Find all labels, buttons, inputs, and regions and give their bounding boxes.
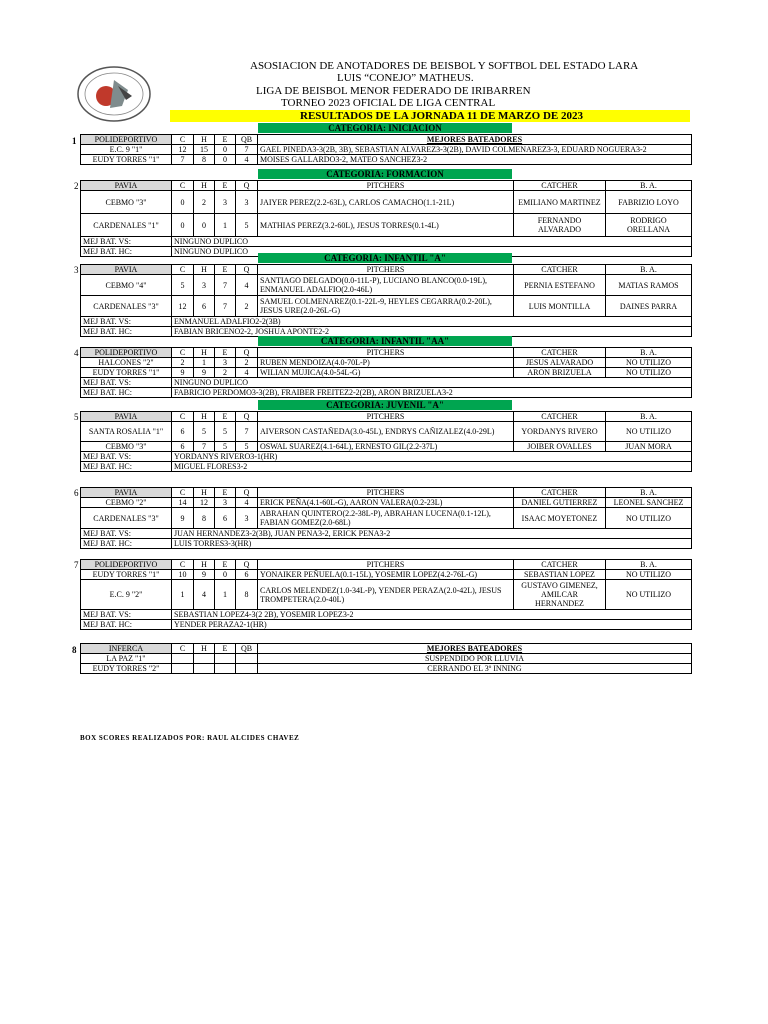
mej-hc-value: FABRICIO PERDOMO3-3(2B), FRAIBER FREITEZ2-2(2B), ARON BRIZUELA3-2 <box>172 388 692 398</box>
team: CARDENALES "3" <box>81 296 172 317</box>
association-logo <box>76 66 152 122</box>
team: CARDENALES "1" <box>81 214 172 237</box>
col-c: C <box>172 560 194 570</box>
best-batters: GAEL PINEDA3-3(2B, 3B), SEBASTIAN ALVAREZ3-3(2B), DAVID COLMENAREZ3-3, EDUARD NOGUERA3-2 <box>258 145 692 155</box>
venue: POLIDEPORTIVO <box>81 348 172 358</box>
errors: 0 <box>215 145 236 155</box>
team: E.C. 9 "2" <box>81 580 172 610</box>
mej-vs-label: MEJ BAT. VS: <box>81 317 172 327</box>
hits: 5 <box>194 422 215 442</box>
col-ba: B. A. <box>606 265 692 275</box>
col-q: Q <box>236 348 258 358</box>
game-8-table <box>80 643 692 674</box>
game-7-table <box>80 559 692 630</box>
team: CEBMO "4" <box>81 275 172 296</box>
col-e: E <box>215 488 236 498</box>
section-number: 2 <box>74 181 79 191</box>
hits: 1 <box>194 358 215 368</box>
col-c: C <box>172 644 194 654</box>
col-h: H <box>194 412 215 422</box>
ba: NO UTILIZO <box>606 580 692 610</box>
catcher: YORDANYS RIVERO <box>514 422 606 442</box>
mej-hc-label: MEJ BAT. HC: <box>81 462 172 472</box>
pitchers: YONAIKER PEÑUELA(0.1-15L), YOSEMIR LOPEZ(4.2-76L-G) <box>258 570 514 580</box>
q: 5 <box>236 442 258 452</box>
game-status: SUSPENDIDO POR LLUVIA <box>258 654 692 664</box>
pitchers: MATHIAS PEREZ(3.2-60L), JESUS TORRES(0.1-4L) <box>258 214 514 237</box>
col-mejores: MEJORES BATEADORES <box>258 135 692 145</box>
table-row <box>81 664 692 674</box>
table-row <box>81 368 692 378</box>
table-row <box>81 214 692 237</box>
mej-hc-row <box>81 388 692 398</box>
game-3-table <box>80 264 692 337</box>
section-number: 7 <box>74 560 79 570</box>
venue: POLIDEPORTIVO <box>81 560 172 570</box>
table-row <box>81 654 692 664</box>
errors: 0 <box>215 570 236 580</box>
col-h: H <box>194 265 215 275</box>
errors: 7 <box>215 275 236 296</box>
mej-vs-value: NINGUNO DUPLICO <box>172 378 692 388</box>
col-h: H <box>194 644 215 654</box>
q: 4 <box>236 368 258 378</box>
col-ba: B. A. <box>606 348 692 358</box>
game-2-table <box>80 180 692 257</box>
col-qb: QB <box>236 644 258 654</box>
mej-vs-label: MEJ BAT. VS: <box>81 378 172 388</box>
table-header <box>81 135 692 145</box>
col-h: H <box>194 348 215 358</box>
runs: 2 <box>172 358 194 368</box>
section-number: 4 <box>74 348 79 358</box>
mej-hc-label: MEJ BAT. HC: <box>81 247 172 257</box>
venue: PAVIA <box>81 412 172 422</box>
mej-vs-label: MEJ BAT. VS: <box>81 452 172 462</box>
hits: 12 <box>194 498 215 508</box>
q: 4 <box>236 275 258 296</box>
col-q: Q <box>236 412 258 422</box>
col-c: C <box>172 181 194 191</box>
col-h: H <box>194 488 215 498</box>
ba: NO UTILIZO <box>606 358 692 368</box>
errors: 7 <box>215 296 236 317</box>
errors: 1 <box>215 214 236 237</box>
col-c: C <box>172 348 194 358</box>
hits: 0 <box>194 214 215 237</box>
col-q: Q <box>236 181 258 191</box>
runs <box>172 654 194 664</box>
errors: 3 <box>215 358 236 368</box>
table-row <box>81 498 692 508</box>
qb <box>236 664 258 674</box>
runs: 14 <box>172 498 194 508</box>
pitchers: RUBEN MENDOIZA(4.0-70L-P) <box>258 358 514 368</box>
team: HALCONES "2" <box>81 358 172 368</box>
errors: 1 <box>215 580 236 610</box>
col-pitchers: PITCHERS <box>258 265 514 275</box>
table-row <box>81 570 692 580</box>
game-5-table <box>80 411 692 472</box>
hits: 2 <box>194 191 215 214</box>
col-q: Q <box>236 488 258 498</box>
runs: 0 <box>172 214 194 237</box>
col-q: Q <box>236 265 258 275</box>
team: SANTA ROSALIA "1" <box>81 422 172 442</box>
col-pitchers: PITCHERS <box>258 488 514 498</box>
hits <box>194 664 215 674</box>
runs: 6 <box>172 442 194 452</box>
header-line-2: LUIS “CONEJO” MATHEUS. <box>337 72 474 84</box>
col-catcher: CATCHER <box>514 560 606 570</box>
table-row <box>81 145 692 155</box>
col-c: C <box>172 412 194 422</box>
catcher: EMILIANO MARTINEZ <box>514 191 606 214</box>
qb: 4 <box>236 155 258 165</box>
header-line-3: LIGA DE BEISBOL MENOR FEDERADO DE IRIBARREN <box>256 85 531 97</box>
runs: 9 <box>172 508 194 529</box>
runs: 9 <box>172 368 194 378</box>
pitchers: AIVERSON CASTAÑEDA(3.0-45L), ENDRYS CAÑIZALEZ(4.0-29L) <box>258 422 514 442</box>
col-c: C <box>172 488 194 498</box>
team: CARDENALES "3" <box>81 508 172 529</box>
team: EUDY TORRES "1" <box>81 155 172 165</box>
ba: FABRIZIO LOYO <box>606 191 692 214</box>
col-c: C <box>172 265 194 275</box>
catcher: GUSTAVO GIMENEZ, AMILCAR HERNANDEZ <box>514 580 606 610</box>
table-row <box>81 155 692 165</box>
q: 5 <box>236 214 258 237</box>
mej-hc-label: MEJ BAT. HC: <box>81 388 172 398</box>
pitchers: SAMUEL COLMENAREZ(0.1-22L-9, HEYLES CEGARRA(0.2-20L), JESUS URE(2.0-26L-G) <box>258 296 514 317</box>
hits <box>194 654 215 664</box>
ba: MATIAS RAMOS <box>606 275 692 296</box>
game-4-table <box>80 347 692 398</box>
col-c: C <box>172 135 194 145</box>
pitchers: CARLOS MELENDEZ(1.0-34L-P), YENDER PERAZA(2.0-42L), JESUS TROMPETERA(2.0-40L) <box>258 580 514 610</box>
game-status: CERRANDO EL 3º INNING <box>258 664 692 674</box>
mej-vs-label: MEJ BAT. VS: <box>81 610 172 620</box>
ba: DAINES PARRA <box>606 296 692 317</box>
errors: 0 <box>215 155 236 165</box>
runs <box>172 664 194 674</box>
team: CEBMO "3" <box>81 442 172 452</box>
catcher: LUIS MONTILLA <box>514 296 606 317</box>
hits: 15 <box>194 145 215 155</box>
category-juvenil-a: CATEGORIA: JUVENIL "A" <box>258 400 512 410</box>
table-row <box>81 275 692 296</box>
mej-vs-label: MEJ BAT. VS: <box>81 529 172 539</box>
catcher: DANIEL GUTIERREZ <box>514 498 606 508</box>
col-e: E <box>215 644 236 654</box>
hits: 8 <box>194 508 215 529</box>
errors: 3 <box>215 191 236 214</box>
pitchers: JAIYER PEREZ(2.2-63L), CARLOS CAMACHO(1.1-21L) <box>258 191 514 214</box>
runs: 0 <box>172 191 194 214</box>
mej-hc-value: LUIS TORRES3-3(HR) <box>172 539 692 549</box>
mej-vs-row <box>81 317 692 327</box>
table-row <box>81 358 692 368</box>
mej-vs-row <box>81 237 692 247</box>
table-row <box>81 296 692 317</box>
section-number: 8 <box>72 645 77 655</box>
ba: NO UTILIZO <box>606 508 692 529</box>
footer-credits: BOX SCORES REALIZADOS POR: RAUL ALCIDES CHAVEZ <box>80 734 300 742</box>
runs: 1 <box>172 580 194 610</box>
mej-vs-row <box>81 610 692 620</box>
ba: LEONEL SANCHEZ <box>606 498 692 508</box>
q: 7 <box>236 422 258 442</box>
ba: JUAN MORA <box>606 442 692 452</box>
mej-hc-value: YENDER PERAZA2-1(HR) <box>172 620 692 630</box>
table-row <box>81 191 692 214</box>
q: 2 <box>236 358 258 368</box>
errors: 5 <box>215 442 236 452</box>
hits: 6 <box>194 296 215 317</box>
col-e: E <box>215 181 236 191</box>
q: 6 <box>236 570 258 580</box>
game-6-table <box>80 487 692 549</box>
col-pitchers: PITCHERS <box>258 348 514 358</box>
errors: 5 <box>215 422 236 442</box>
col-ba: B. A. <box>606 181 692 191</box>
runs: 10 <box>172 570 194 580</box>
table-row <box>81 508 692 529</box>
catcher: ISAAC MOYETONEZ <box>514 508 606 529</box>
errors <box>215 654 236 664</box>
mej-hc-label: MEJ BAT. HC: <box>81 539 172 549</box>
mej-hc-row <box>81 462 692 472</box>
q: 3 <box>236 191 258 214</box>
hits: 9 <box>194 570 215 580</box>
mej-vs-value: NINGUNO DUPLICO <box>172 237 692 247</box>
venue: POLIDEPORTIVO <box>81 135 172 145</box>
header-line-5: RESULTADOS DE LA JORNADA 11 DE MARZO DE 2023 <box>300 110 583 122</box>
hits: 4 <box>194 580 215 610</box>
header-line-1: ASOSIACION DE ANOTADORES DE BEISBOL Y SOFTBOL DEL ESTADO LARA <box>250 60 639 72</box>
col-pitchers: PITCHERS <box>258 181 514 191</box>
q: 2 <box>236 296 258 317</box>
mej-hc-row <box>81 327 692 337</box>
ba: RODRIGO ORELLANA <box>606 214 692 237</box>
catcher: PERNIA ESTEFANO <box>514 275 606 296</box>
col-catcher: CATCHER <box>514 488 606 498</box>
qb: 7 <box>236 145 258 155</box>
col-h: H <box>194 135 215 145</box>
errors <box>215 664 236 674</box>
team: EUDY TORRES "1" <box>81 570 172 580</box>
col-catcher: CATCHER <box>514 181 606 191</box>
mej-vs-label: MEJ BAT. VS: <box>81 237 172 247</box>
catcher: ARON BRIZUELA <box>514 368 606 378</box>
mej-hc-value: NINGUNO DUPLICO <box>172 247 692 257</box>
pitchers: SANTIAGO DELGADO(0.0-11L-P), LUCIANO BLANCO(0.0-19L), ENMANUEL ADALFIO(2.0-46L) <box>258 275 514 296</box>
col-ba: B. A. <box>606 412 692 422</box>
mej-vs-value: ENMANUEL ADALFIO2-2(3B) <box>172 317 692 327</box>
q: 3 <box>236 508 258 529</box>
col-ba: B. A. <box>606 560 692 570</box>
mej-vs-row <box>81 529 692 539</box>
category-formacion: CATEGORIA: FORMACION <box>258 169 512 179</box>
mej-vs-value: YORDANYS RIVERO3-1(HR) <box>172 452 692 462</box>
col-catcher: CATCHER <box>514 265 606 275</box>
venue: PAVIA <box>81 265 172 275</box>
mej-hc-value: MIGUEL FLORES3-2 <box>172 462 692 472</box>
col-pitchers: PITCHERS <box>258 412 514 422</box>
mej-hc-label: MEJ BAT. HC: <box>81 327 172 337</box>
mej-vs-row <box>81 378 692 388</box>
col-qb: QB <box>236 135 258 145</box>
header-line-4: TORNEO 2023 OFICIAL DE LIGA CENTRAL <box>281 97 496 109</box>
catcher: JOIBER OVALLES <box>514 442 606 452</box>
mej-vs-row <box>81 452 692 462</box>
col-mejores: MEJORES BATEADORES <box>258 644 692 654</box>
ba: NO UTILIZO <box>606 570 692 580</box>
category-infantil-aa: CATEGORIA: INFANTIL "AA" <box>258 336 512 346</box>
catcher: FERNANDO ALVARADO <box>514 214 606 237</box>
section-number: 5 <box>74 412 79 422</box>
pitchers: ERICK PEÑA(4.1-60L-G), AARON VALERA(0.2-23L) <box>258 498 514 508</box>
qb <box>236 654 258 664</box>
runs: 12 <box>172 296 194 317</box>
table-row <box>81 442 692 452</box>
team: CEBMO "3" <box>81 191 172 214</box>
mej-hc-label: MEJ BAT. HC: <box>81 620 172 630</box>
q: 4 <box>236 498 258 508</box>
col-e: E <box>215 348 236 358</box>
section-number: 3 <box>74 265 79 275</box>
col-catcher: CATCHER <box>514 412 606 422</box>
team: E.C. 9 "1" <box>81 145 172 155</box>
table-row <box>81 580 692 610</box>
col-e: E <box>215 412 236 422</box>
table-row <box>81 422 692 442</box>
pitchers: ABRAHAN QUINTERO(2.2-38L-P), ABRAHAN LUCENA(0.1-12L), FABIAN GOMEZ(2.0-68L) <box>258 508 514 529</box>
col-catcher: CATCHER <box>514 348 606 358</box>
hits: 3 <box>194 275 215 296</box>
team: LA PAZ "1" <box>81 654 172 664</box>
category-infantil-a: CATEGORIA: INFANTIL "A" <box>258 253 512 263</box>
section-number: 6 <box>74 488 79 498</box>
runs: 12 <box>172 145 194 155</box>
hits: 9 <box>194 368 215 378</box>
runs: 7 <box>172 155 194 165</box>
runs: 5 <box>172 275 194 296</box>
catcher: JESUS ALVARADO <box>514 358 606 368</box>
col-pitchers: PITCHERS <box>258 560 514 570</box>
team: EUDY TORRES "1" <box>81 368 172 378</box>
team: EUDY TORRES "2" <box>81 664 172 674</box>
mej-hc-row <box>81 539 692 549</box>
venue: PAVIA <box>81 181 172 191</box>
section-number: 1 <box>72 136 77 146</box>
best-batters: MOISES GALLARDO3-2, MATEO SANCHEZ3-2 <box>258 155 692 165</box>
venue: INFERCA <box>81 644 172 654</box>
mej-hc-value: FABIAN BRICENO2-2, JOSHUA APONTE2-2 <box>172 327 692 337</box>
col-h: H <box>194 560 215 570</box>
category-iniciacion: CATEGORIA: INICIACION <box>258 123 512 133</box>
col-ba: B. A. <box>606 488 692 498</box>
pitchers: OSWAL SUAREZ(4.1-64L), ERNESTO GIL(2.2-37L) <box>258 442 514 452</box>
team: CEBMO "2" <box>81 498 172 508</box>
col-q: Q <box>236 560 258 570</box>
col-e: E <box>215 560 236 570</box>
q: 8 <box>236 580 258 610</box>
errors: 2 <box>215 368 236 378</box>
errors: 3 <box>215 498 236 508</box>
hits: 7 <box>194 442 215 452</box>
mej-vs-value: JUAN HERNANDEZ3-2(3B), JUAN PENA3-2, ERICK PENA3-2 <box>172 529 692 539</box>
col-h: H <box>194 181 215 191</box>
pitchers: WILIAN MUJICA(4.0-54L-G) <box>258 368 514 378</box>
game-1-table <box>80 134 692 165</box>
catcher: SEBASTIAN LOPEZ <box>514 570 606 580</box>
ba: NO UTILIZO <box>606 368 692 378</box>
mej-hc-row <box>81 620 692 630</box>
col-e: E <box>215 265 236 275</box>
venue: PAVIA <box>81 488 172 498</box>
errors: 6 <box>215 508 236 529</box>
col-e: E <box>215 135 236 145</box>
runs: 6 <box>172 422 194 442</box>
mej-vs-value: SEBASTIAN LOPEZ4-3(2 2B), YOSEMIR LOPEZ3-2 <box>172 610 692 620</box>
hits: 8 <box>194 155 215 165</box>
ba: NO UTILIZO <box>606 422 692 442</box>
